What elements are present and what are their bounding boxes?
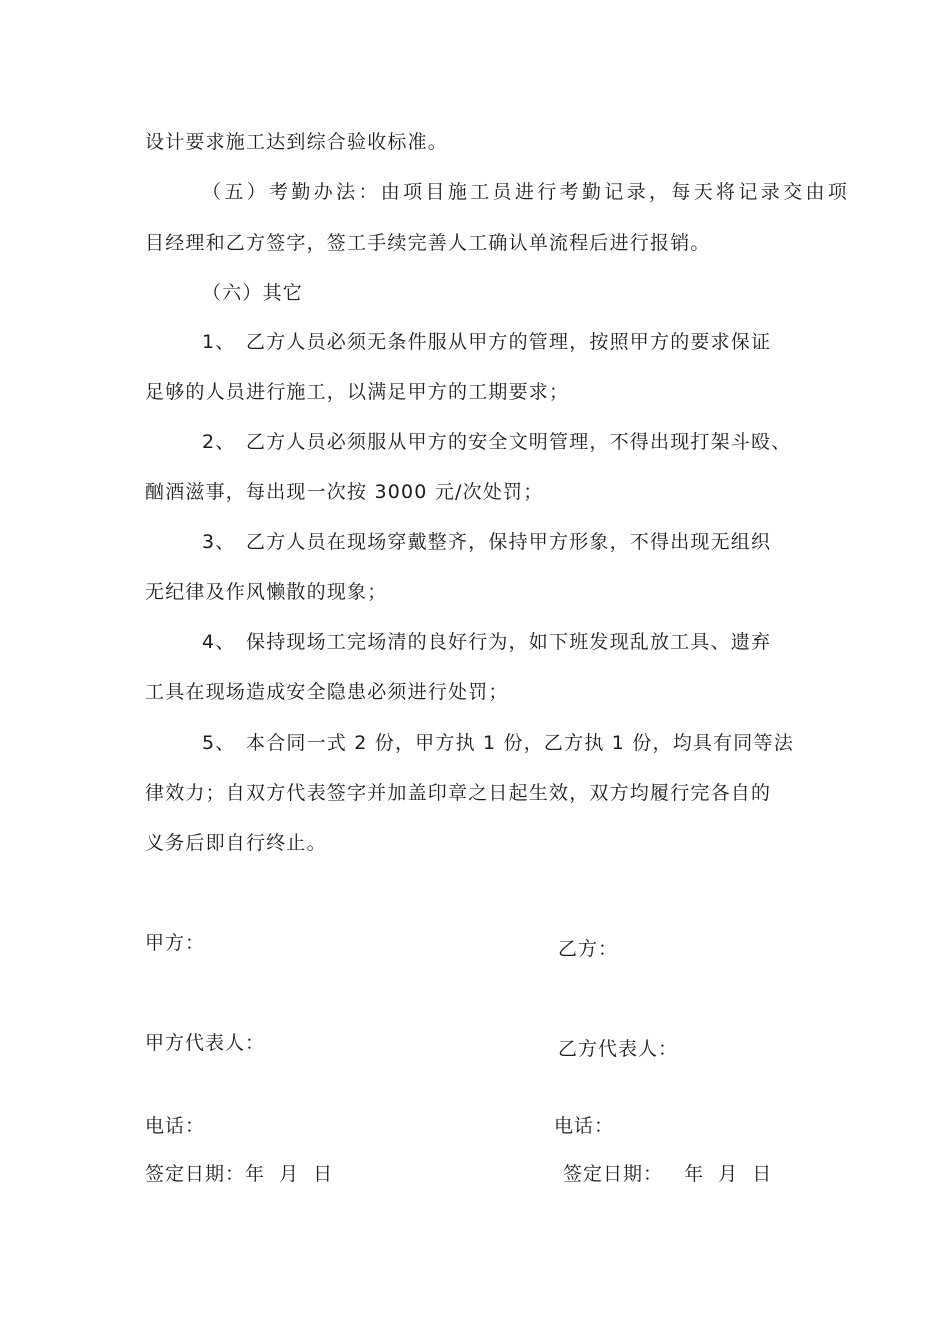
- list-item-3-line2: 无纪律及作风懒散的现象；: [145, 581, 388, 603]
- party-a-label: 甲方：: [145, 932, 206, 954]
- list-item-5-line1: [202, 731, 794, 755]
- party-b-representative-label: 乙方代表人：: [558, 1038, 679, 1060]
- item-text: 乙方人员在现场穿戴整齐，保持甲方形象，不得出现无组织: [246, 531, 772, 553]
- party-a-phone-label: 电话：: [145, 1115, 206, 1137]
- list-item-4-line1: [202, 630, 771, 654]
- list-item-1-line2: 足够的人员进行施工，以满足甲方的工期要求；: [145, 381, 570, 403]
- list-item-1-line1: [202, 330, 848, 354]
- item-number: 5、: [202, 732, 236, 754]
- party-a-sign-date-label: 签定日期：年 月 日: [145, 1163, 334, 1185]
- paragraph-line: 设计要求施工达到综合验收标准。: [145, 131, 449, 153]
- list-item-3-line1: [202, 530, 771, 554]
- item-text: 乙方人员必须服从甲方的安全文明管理，不得出现打架斗殴、: [246, 431, 792, 453]
- item-text: 乙方人员必须无条件服从甲方的管理，按照甲方的要求保证: [246, 331, 772, 353]
- party-a-representative-label: 甲方代表人：: [145, 1032, 266, 1054]
- item-text: 保持现场工完场清的良好行为，如下班发现乱放工具、遗弃: [246, 631, 772, 653]
- party-b-phone-label: 电话：: [554, 1115, 615, 1137]
- item-number: 1、: [202, 331, 236, 353]
- party-b-sign-date-label: 签定日期： 年 月 日: [563, 1163, 773, 1185]
- list-item-5-line2: 律效力；自双方代表签字并加盖印章之日起生效，双方均履行完各自的: [145, 782, 772, 804]
- list-item-5-line3: 义务后即自行终止。: [145, 832, 327, 854]
- party-b-label: 乙方：: [558, 938, 619, 960]
- item-number: 3、: [202, 531, 236, 553]
- item-number: 2、: [202, 431, 236, 453]
- paragraph-attendance-line2: 目经理和乙方签字，签工手续完善人工确认单流程后进行报销。: [145, 232, 711, 254]
- list-item-2-line2: 酗酒滋事，每出现一次按 3000 元/次处罚；: [145, 481, 544, 503]
- section-heading-other: （六）其它: [202, 282, 304, 304]
- list-item-4-line2: 工具在现场造成安全隐患必须进行处罚；: [145, 681, 509, 703]
- item-number: 4、: [202, 631, 236, 653]
- paragraph-attendance-line1: （五）考勤办法：由项目施工员进行考勤记录，每天将记录交由项: [202, 181, 848, 203]
- item-text: 本合同一式 2 份，甲方执 1 份，乙方执 1 份，均具有同等法: [246, 732, 794, 754]
- list-item-2-line1: [202, 430, 791, 454]
